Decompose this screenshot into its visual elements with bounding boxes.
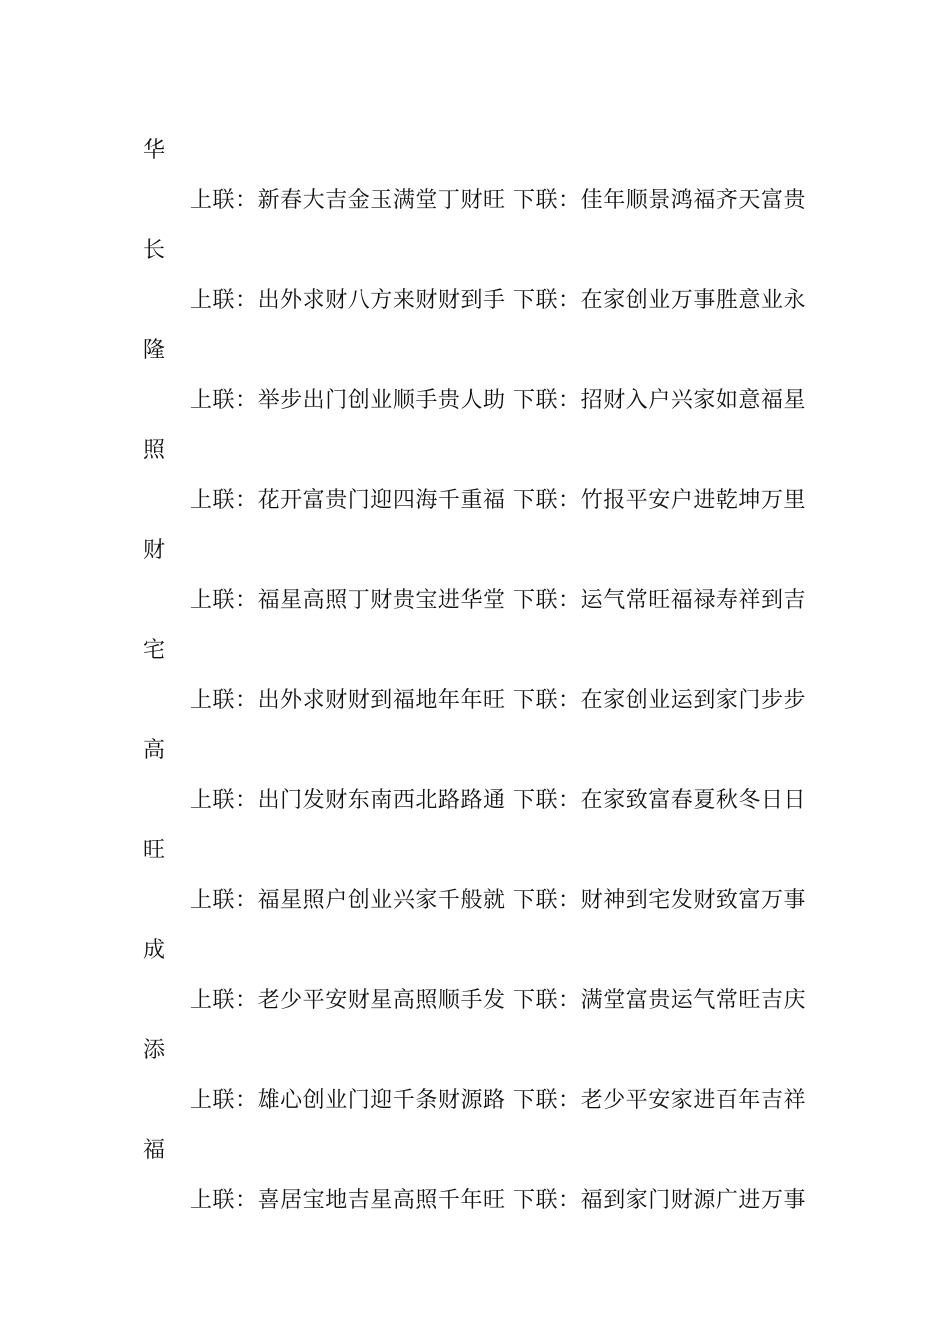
couplet-line: 上联：新春大吉金玉满堂丁财旺 下联：佳年顺景鸿福齐天富贵 [190, 188, 806, 213]
couplet-line: 上联：出门发财东南西北路路通 下联：在家致富春夏秋冬日日 [190, 788, 806, 813]
couplet-line: 上联：福星照户创业兴家千般就 下联：财神到宅发财致富万事 [190, 888, 806, 913]
continuation-line: 添 [143, 1038, 166, 1063]
continuation-line: 旺 [143, 838, 166, 863]
continuation-line: 华 [143, 138, 166, 163]
continuation-line: 财 [143, 538, 166, 563]
continuation-line: 宅 [143, 638, 166, 663]
continuation-line: 照 [143, 438, 166, 463]
couplet-line: 上联：出外求财八方来财财到手 下联：在家创业万事胜意业永 [190, 288, 806, 313]
couplet-line: 上联：喜居宝地吉星高照千年旺 下联：福到家门财源广进万事 [190, 1188, 806, 1213]
continuation-line: 成 [143, 938, 166, 963]
continuation-line: 福 [143, 1138, 166, 1163]
couplet-line: 上联：花开富贵门迎四海千重福 下联：竹报平安户进乾坤万里 [190, 488, 806, 513]
continuation-line: 长 [143, 238, 166, 263]
couplet-line: 上联：老少平安财星高照顺手发 下联：满堂富贵运气常旺吉庆 [190, 988, 806, 1013]
couplet-line: 上联：举步出门创业顺手贵人助 下联：招财入户兴家如意福星 [190, 388, 806, 413]
couplet-line: 上联：出外求财财到福地年年旺 下联：在家创业运到家门步步 [190, 688, 806, 713]
couplet-line: 上联：雄心创业门迎千条财源路 下联：老少平安家进百年吉祥 [190, 1088, 806, 1113]
continuation-line: 高 [143, 738, 166, 763]
continuation-line: 隆 [143, 338, 166, 363]
couplet-line: 上联：福星高照丁财贵宝进华堂 下联：运气常旺福禄寿祥到吉 [190, 588, 806, 613]
